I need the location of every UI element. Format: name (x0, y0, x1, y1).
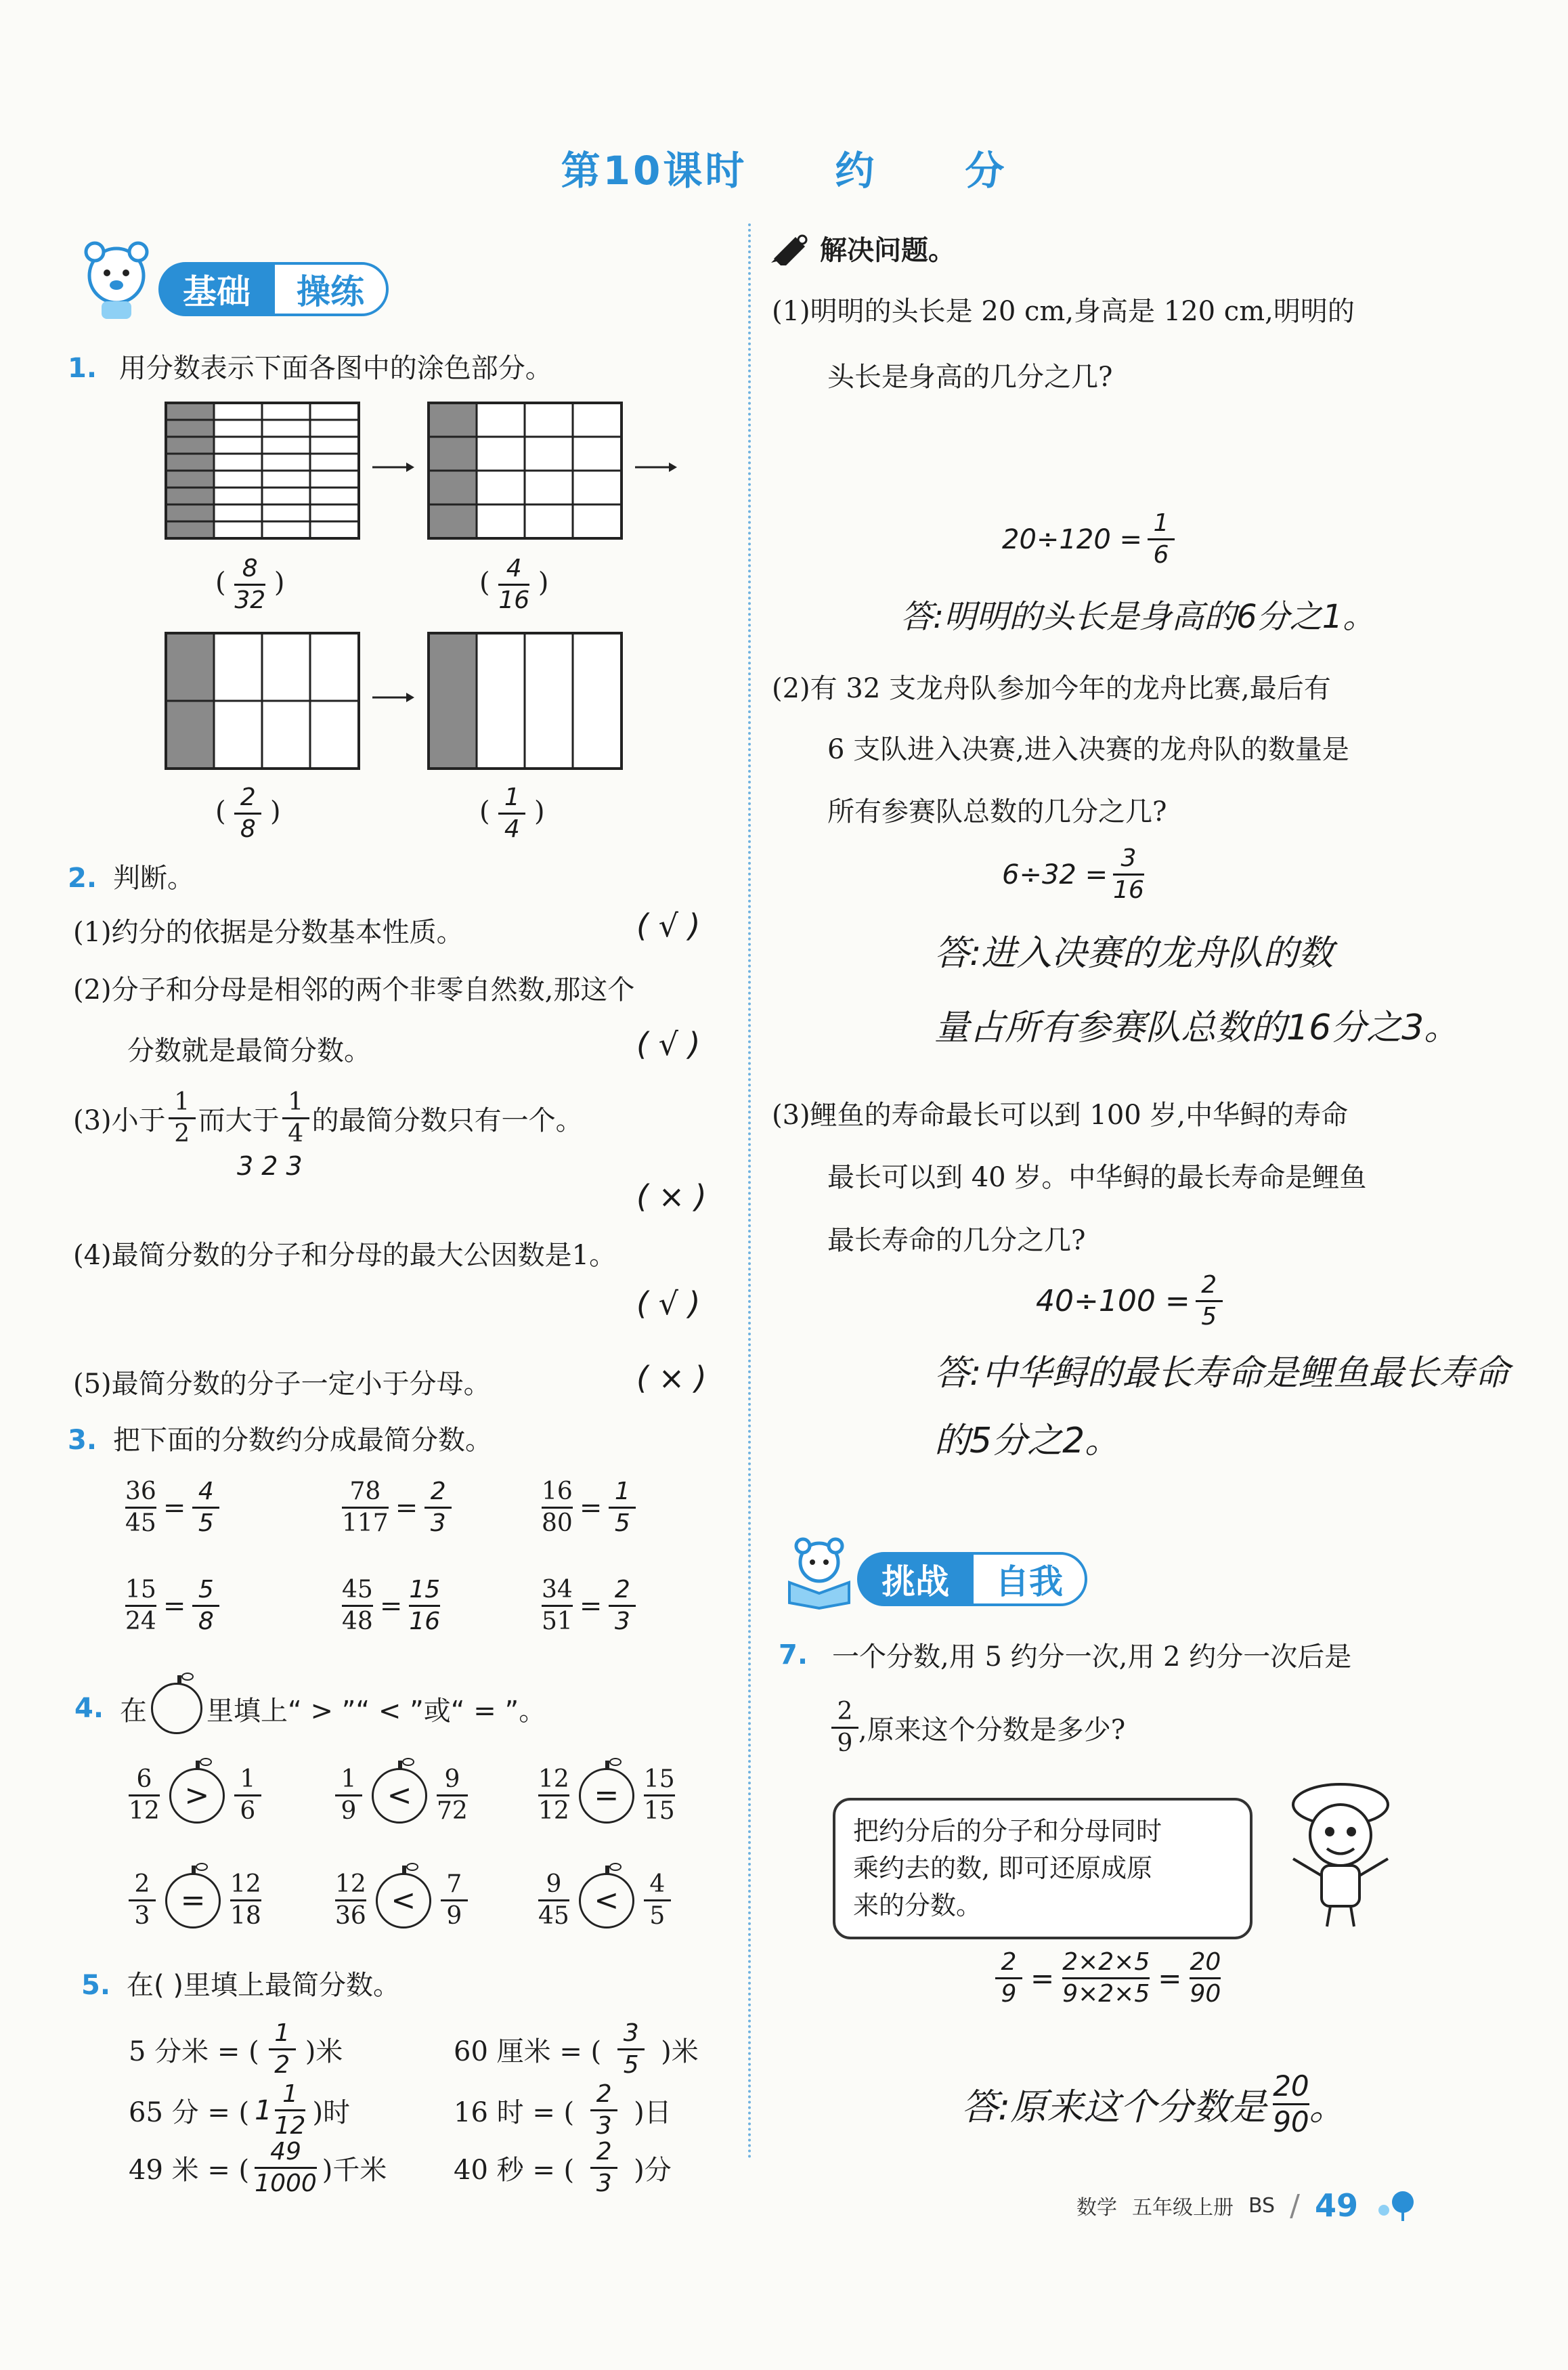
footer-grade: 五年级上册 (1132, 2196, 1234, 2220)
figure-grid-3 (166, 633, 359, 769)
q1-answer-4: ( $\frac{1}{4}$ ) (479, 783, 545, 843)
q6-p2-line2: 6 支队进入决赛,进入决赛的龙舟队的数量是 (827, 734, 1349, 765)
page-title: 第10课时 约 分 (561, 148, 1007, 194)
q4-item-3: $\frac{12}{12}$ = $\frac{15}{15}$ (538, 1765, 675, 1825)
q4-item-2: $\frac{1}{9}$ < $\frac{9}{72}$ (335, 1767, 468, 1824)
q6-p2-calc: 6÷32 = $\frac{3}{16}$ (1002, 844, 1144, 904)
section-banner-challenge (779, 1551, 1087, 1608)
banner-label-b: 自我 (971, 1552, 1087, 1606)
q2-item-2: (2)分子和分母是相邻的两个非零自然数,那这个 (73, 974, 635, 1006)
bear-mascot-icon (74, 235, 162, 323)
page-number: 49 (1314, 2187, 1358, 2224)
q2-item-5: (5)最简分数的分子一定小于分母。 (73, 1369, 491, 1400)
q2-item-3: (3)小于 $\frac{1}{2}$ 而大于 $\frac{1}{4}$ 的最简分数只有一个。 (73, 1088, 583, 1148)
q5-row-3-right: 40 秒 = ( $\frac{2}{3}$ )分 (454, 2138, 672, 2197)
q2-scribble: 3 2 3 (237, 1151, 303, 1181)
q5-row-2-right: 16 时 = ( $\frac{2}{3}$ )日 (454, 2080, 672, 2140)
q2-mark-2: ( √ ) (636, 1026, 701, 1062)
q3-item-6: $\frac{34}{51}$ = $\frac{2}{3}$ (542, 1578, 636, 1634)
q2-mark-3: ( × ) (636, 1178, 707, 1215)
question-4: 4. 在 里填上“ > ”“ < ”或“ = ”。 (74, 1683, 546, 1734)
q1-answer-2: ( $\frac{4}{16}$ ) (479, 555, 549, 614)
q2-item-1: (1)约分的依据是分数基本性质。 (73, 917, 464, 948)
page-footer: 数学 五年级上册 BS / 49 (1076, 2187, 1420, 2224)
q1-answer-1: ( $\frac{8}{32}$ ) (215, 555, 285, 614)
q1-answer-3: ( $\frac{2}{8}$ ) (215, 783, 281, 843)
q6-p1-line2: 头长是身高的几分之几? (827, 362, 1113, 393)
question-2: 2. 判断。 (68, 863, 195, 894)
q4-item-5: $\frac{12}{36}$ < $\frac{7}{9}$ (335, 1872, 468, 1929)
hint-bubble: 把约分后的分子和分母同时 乘约去的数, 即可还原成原 来的分数。 (833, 1798, 1253, 1939)
arrow-icon (372, 693, 414, 702)
column-divider (748, 223, 751, 2160)
q4-item-6: $\frac{9}{45}$ < $\frac{4}{5}$ (538, 1872, 671, 1929)
q6-p3-line3: 最长寿命的几分之几? (827, 1225, 1086, 1256)
q2-mark-5: ( × ) (636, 1360, 707, 1396)
q6-p3-calc: 40÷100 = $\frac{2}{5}$ (1036, 1273, 1223, 1329)
q5-row-3-left: 49 米 = ( $\frac{49}{1000}$ )千米 (129, 2138, 387, 2197)
q7-line2: $\frac{2}{9}$ ,原来这个分数是多少? (831, 1700, 1125, 1756)
q5-row-1-left: 5 分米 = ( $\frac{1}{2}$ )米 (129, 2019, 343, 2079)
q2-item-4: (4)最简分数的分子和分母的最大公因数是1。 (73, 1240, 617, 1271)
q2-mark-1: ( √ ) (636, 907, 701, 944)
q6-p3-answer-1: 答:中华鲟的最长寿命是鲤鱼最长寿命 (934, 1353, 1510, 1394)
elf-mascot-icon (1273, 1778, 1408, 1933)
q7-work: $\frac{2}{9}$ = $\frac{2\times 2\times 5}{9\times 2\times 5}$ = $\frac{20}{90}$ (995, 1950, 1221, 2006)
question-7: 7. 一个分数,用 5 约分一次,用 2 约分一次后是 (779, 1639, 1352, 1673)
q3-item-3: $\frac{16}{80}$ = $\frac{1}{5}$ (542, 1480, 636, 1536)
pencil-icon (768, 232, 810, 265)
q3-item-2: $\frac{78}{117}$ = $\frac{2}{3}$ (342, 1480, 452, 1536)
question-5: 5. 在( )里填上最简分数。 (81, 1970, 400, 2001)
q6-p2-line3: 所有参赛队总数的几分之几? (827, 796, 1167, 827)
section-banner-basic (74, 261, 389, 318)
figure-grid-2 (429, 403, 622, 538)
tree-icon (1373, 2189, 1420, 2222)
q6-p2-answer-1: 答:进入决赛的龙舟队的数 (934, 933, 1334, 974)
q6-p3-answer-2: 的5分之2。 (934, 1421, 1120, 1461)
arrow-icon (635, 462, 677, 472)
figure-grid-1 (166, 403, 359, 538)
q7-answer: 答:原来这个分数是 $\frac{20}{90}$ 。 (961, 2069, 1346, 2138)
q6-p1-calc: 20÷120 = $\frac{1}{6}$ (1002, 511, 1175, 567)
question-1: 1. 用分数表示下面各图中的涂色部分。 (68, 353, 552, 384)
footer-version: BS (1248, 2193, 1276, 2218)
q6-p1-line1: (1)明明的头长是 20 cm,身高是 120 cm,明明的 (772, 296, 1355, 327)
apple-circle-icon (151, 1683, 202, 1734)
q4-item-1: $\frac{6}{12}$ > $\frac{1}{6}$ (129, 1767, 261, 1824)
banner-label-a: 基础 (158, 262, 275, 316)
banner-label-a: 挑战 (857, 1552, 974, 1606)
question-6: 解决问题。 (768, 229, 955, 267)
q5-row-1-right: 60 厘米 = ( $\frac{3}{5}$ )米 (454, 2019, 699, 2079)
q2-mark-4: ( √ ) (636, 1285, 701, 1322)
q4-item-4: $\frac{2}{3}$ = $\frac{12}{18}$ (129, 1872, 261, 1929)
q3-item-1: $\frac{36}{45}$ = $\frac{4}{5}$ (125, 1480, 219, 1536)
footer-subject: 数学 (1076, 2196, 1117, 2220)
q3-item-5: $\frac{45}{48}$ = $\frac{15}{16}$ (342, 1576, 441, 1635)
q6-p2-line1: (2)有 32 支龙舟队参加今年的龙舟比赛,最后有 (772, 673, 1331, 704)
q6-p3-line2: 最长可以到 40 岁。中华鲟的最长寿命是鲤鱼 (827, 1162, 1367, 1193)
banner-label-b: 操练 (272, 262, 389, 316)
figure-grid-4 (429, 633, 622, 769)
q6-p2-answer-2: 量占所有参赛队总数的16分之3。 (934, 1008, 1460, 1048)
q6-p3-line1: (3)鲤鱼的寿命最长可以到 100 岁,中华鲟的寿命 (772, 1100, 1349, 1131)
q3-item-4: $\frac{15}{24}$ = $\frac{5}{8}$ (125, 1578, 219, 1634)
arrow-icon (372, 462, 414, 472)
bear-reading-icon (779, 1535, 860, 1610)
q5-row-2-left: 65 分 = ( 1 $\frac{1}{12}$ )时 (129, 2080, 351, 2140)
q2-item-2-cont: 分数就是最简分数。 (127, 1035, 371, 1066)
q6-p1-answer: 答:明明的头长是身高的6分之1。 (900, 598, 1376, 636)
question-3: 3. 把下面的分数约分成最简分数。 (68, 1425, 493, 1456)
